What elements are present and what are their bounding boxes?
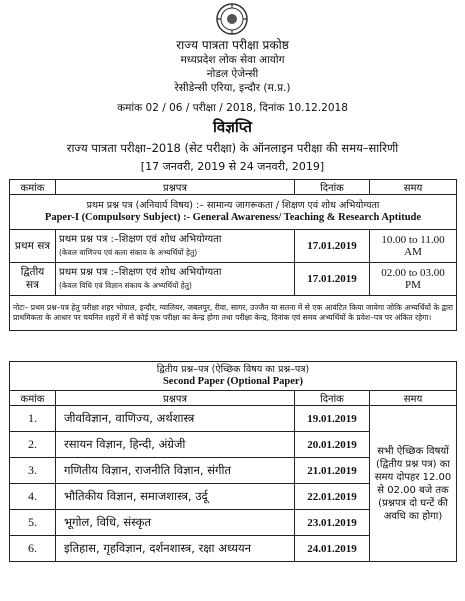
col-header: दिनांक [295,391,370,406]
paper1-table [9,179,457,331]
paper2-heading-hi: द्वितीय प्रश्न–पत्र (ऐच्छिक विषय का प्रश्न–पत्र) [156,364,310,375]
paper2-table [9,361,457,562]
date-cell: 23.01.2019 [295,510,370,536]
col-header: दिनांक [295,180,370,195]
subjects-cell: इतिहास, गृहविज्ञान, दर्शनशास्त्र, रक्षा अध्ययन [56,536,295,562]
mppsc-emblem-icon [213,2,251,36]
exam-city-note: नोटः– प्रथम प्रश्न–पत्र हेतु परीक्षा शहर भोपाल, इन्दौर, ग्वालियर, जबलपुर, रीवा, सागर, उज्जैन या सतना में से एक आवंटित किया जायेगा जोकि अभ्यर्थियों के द्वारा प्राथमिकता के आधार पर चयनित शहरों में से कोई एक परीक्षा का केन्द्र होगा तथा परीक्षा केन्द्र, दिनांक एवं समय अभ्यर्थियों के प्रवेश–पत्र पर अंकित रहेगा। [10,296,457,331]
table-row [10,406,457,432]
time-cell: 02.00 to 03.00 PM [370,263,457,296]
paper-title: प्रथम प्रश्न पत्र :–शिक्षण एवं शोध अभियोग्यता [59,267,222,278]
note-row [10,296,457,331]
reference-number: कमांक 02 / 06 / परीक्षा / 2018, दिनांक 10.12.2018 [117,102,348,114]
paper-cell [56,230,295,263]
col-header: प्रश्नपत्र [56,391,295,406]
paper1-heading-en: Paper-I (Compulsory Subject) :- General Awareness/ Teaching & Research Aptitude [44,212,422,223]
table-header-row [10,391,457,406]
row-number: 2. [10,432,56,458]
row-number: 1. [10,406,56,432]
row-number: 4. [10,484,56,510]
col-header: कमांक [10,391,56,406]
col-header: समय [370,391,457,406]
col-header: कमांक [10,180,56,195]
date-cell: 22.01.2019 [295,484,370,510]
notice-title: विज्ञप्ति [213,118,252,136]
session-cell: द्वितीय सत्र [10,263,56,296]
address: रेसीडेन्सी एरिया, इन्दौर (म.प्र.) [174,82,291,94]
paper1-heading-row [10,195,457,230]
paper-title: प्रथम प्रश्न पत्र :–शिक्षण एवं शोध अभियोग्यता [59,234,222,245]
date-cell: 19.01.2019 [295,406,370,432]
paper1-heading-hi: प्रथम प्रश्न पत्र (अनिवार्य विषय) :– सामान्य जागरूकता / शिक्षण एवं शोध अभियोग्यता [86,200,380,211]
time-cell: 10.00 to 11.00 AM [370,230,457,263]
date-cell: 21.01.2019 [295,458,370,484]
date-cell: 17.01.2019 [295,230,370,263]
subjects-cell: गणितीय विज्ञान, राजनीति विज्ञान, संगीत [56,458,295,484]
paper-eligibility-note: (केवल विधि एवं विज्ञान संकाय के अभ्यर्थियों हेतु) [59,281,192,290]
agency-name: नोडल ऐजेन्सी [206,68,259,80]
session-cell: प्रथम सत्र [10,230,56,263]
table-row [10,263,457,296]
date-cell: 24.01.2019 [295,536,370,562]
row-number: 3. [10,458,56,484]
paper2-heading-en: Second Paper (Optional Paper) [162,376,304,387]
notice-subtitle: राज्य पात्रता परीक्षा–2018 (सेट परीक्षा) के ऑनलाइन परीक्षा की समय–सारिणी [66,141,399,155]
row-number: 6. [10,536,56,562]
table-row [10,230,457,263]
subjects-cell: भूगोल, विधि, संस्कृत [56,510,295,536]
col-header: प्रश्नपत्र [56,180,295,195]
paper2-heading-row [10,362,457,391]
table-header-row [10,180,457,195]
date-cell: 20.01.2019 [295,432,370,458]
date-cell: 17.01.2019 [295,263,370,296]
paper-eligibility-note: (केवल वाणिज्य एवं कला संकाय के अभ्यर्थियों हेतु) [59,248,198,257]
subjects-cell: रसायन विज्ञान, हिन्दी, अंग्रेजी [56,432,295,458]
subjects-cell: भौतिकीय विज्ञान, समाजशास्त्र, उर्दू [56,484,295,510]
paper-cell [56,263,295,296]
org-name: राज्य पात्रता परीक्षा प्रकोष्ठ [176,38,289,52]
subjects-cell: जीवविज्ञान, वाणिज्य, अर्थशास्त्र [56,406,295,432]
optional-time-note: सभी ऐच्छिक विषयों (द्वितीय प्रश्न पत्र) का समय दोपहर 12.00 से 02.00 बजे तक (प्रश्नपत्र दो घन्टें की अवधि का होगा) [370,406,457,562]
row-number: 5. [10,510,56,536]
col-header: समय [370,180,457,195]
notice-date-range: [17 जनवरी, 2019 से 24 जनवरी, 2019] [140,160,325,173]
commission-name: मध्यप्रदेश लोक सेवा आयोग [180,54,285,66]
